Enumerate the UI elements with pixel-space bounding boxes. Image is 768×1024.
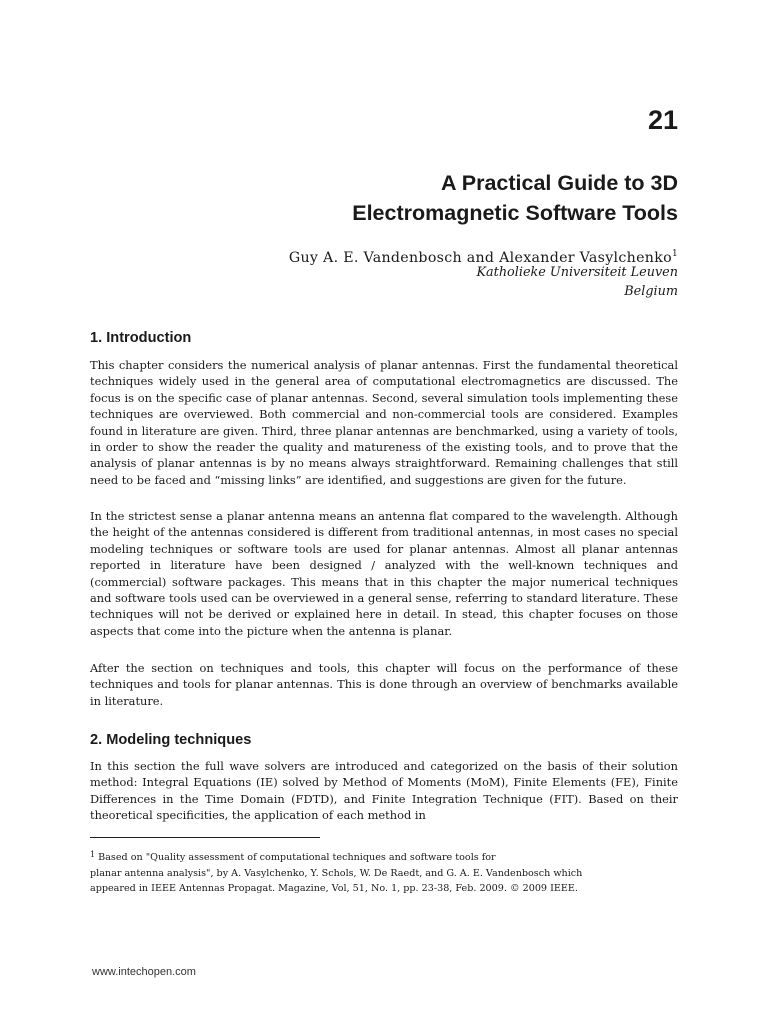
chapter-title-line-1: A Practical Guide to 3D xyxy=(441,171,678,195)
intro-paragraph-1: This chapter considers the numerical analysis of planar antennas. First the fundamental theoretical techniques widely used in the general area of computational electromagnetics are discussed. The focus is on the specific case of planar antennas. Second, several simulation tools implementing these techniques are overviewed. Both commercial and non-commercial tools are considered. Examples found in literature are given. Third, three planar antennas are benchmarked, using a variety of tools, in order to show the reader the quality and matureness of the existing tools, and to prove that the analysis of planar antennas is by no means always straightforward. Remaining challenges that still need to be faced and “missing links” are identified, and suggestions are given for the future. xyxy=(90,358,678,487)
intro-paragraph-3: After the section on techniques and tools, this chapter will focus on the performance of these techniques and tools for planar antennas. This is done through an overview of benchmarks available in literature. xyxy=(90,661,678,708)
footnote-divider xyxy=(90,837,320,838)
chapter-title-line-2: Electromagnetic Software Tools xyxy=(352,201,678,225)
author-names: Guy A. E. Vandenbosch and Alexander Vasylchenko xyxy=(288,250,672,266)
section-heading-modeling-techniques: 2. Modeling techniques xyxy=(90,732,252,748)
section-heading-introduction: 1. Introduction xyxy=(90,330,192,346)
intro-paragraph-2: In the strictest sense a planar antenna means an antenna flat compared to the wavelength. Although the height of the antennas considered is different from traditional antennas, in most cases no special modeling techniques or software tools are used for planar antennas. Almost all planar antennas reported in literature have been designed / analyzed with the well-known techniques and (commercial) software packages. This means that in this chapter the major numerical techniques and software tools used can be overviewed in a general sense, referring to standard literature. These techniques will not be derived or explained here in detail. In stead, this chapter focuses on those aspects that come into the picture when the antenna is planar. xyxy=(90,509,678,638)
chapter-title xyxy=(158,168,678,228)
chapter-number: 21 xyxy=(647,105,678,135)
footnote-line-1 xyxy=(90,847,690,866)
publisher-website[interactable]: www.intechopen.com xyxy=(92,966,196,978)
footnote-line-2: planar antenna analysis", by A. Vasylchenko, Y. Schols, W. De Raedt, and G. A. E. Vandenbosch which xyxy=(90,867,583,879)
footnote xyxy=(90,847,690,897)
modeling-paragraph-1: In this section the full wave solvers are introduced and categorized on the basis of their solution method: Integral Equations (IE) solved by Method of Moments (MoM), Finite Elements (FE), Finite Differences in the Time Domain (FDTD), and Finite Integration Technique (FIT). Based on their theoretical specificities, the application of each method in xyxy=(90,759,678,823)
footnote-mark: 1 xyxy=(90,850,96,859)
affiliation-country: Belgium xyxy=(624,284,678,299)
affiliation-university: Katholieke Universiteit Leuven xyxy=(476,265,678,280)
footnote-text-1: Based on "Quality assessment of computational techniques and software tools for xyxy=(98,852,496,863)
author-footnote-mark: 1 xyxy=(671,249,678,259)
footnote-line-3: appeared in IEEE Antennas Propagat. Magazine, Vol, 51, No. 1, pp. 23-38, Feb. 2009. © 2009 IEEE. xyxy=(90,883,578,894)
